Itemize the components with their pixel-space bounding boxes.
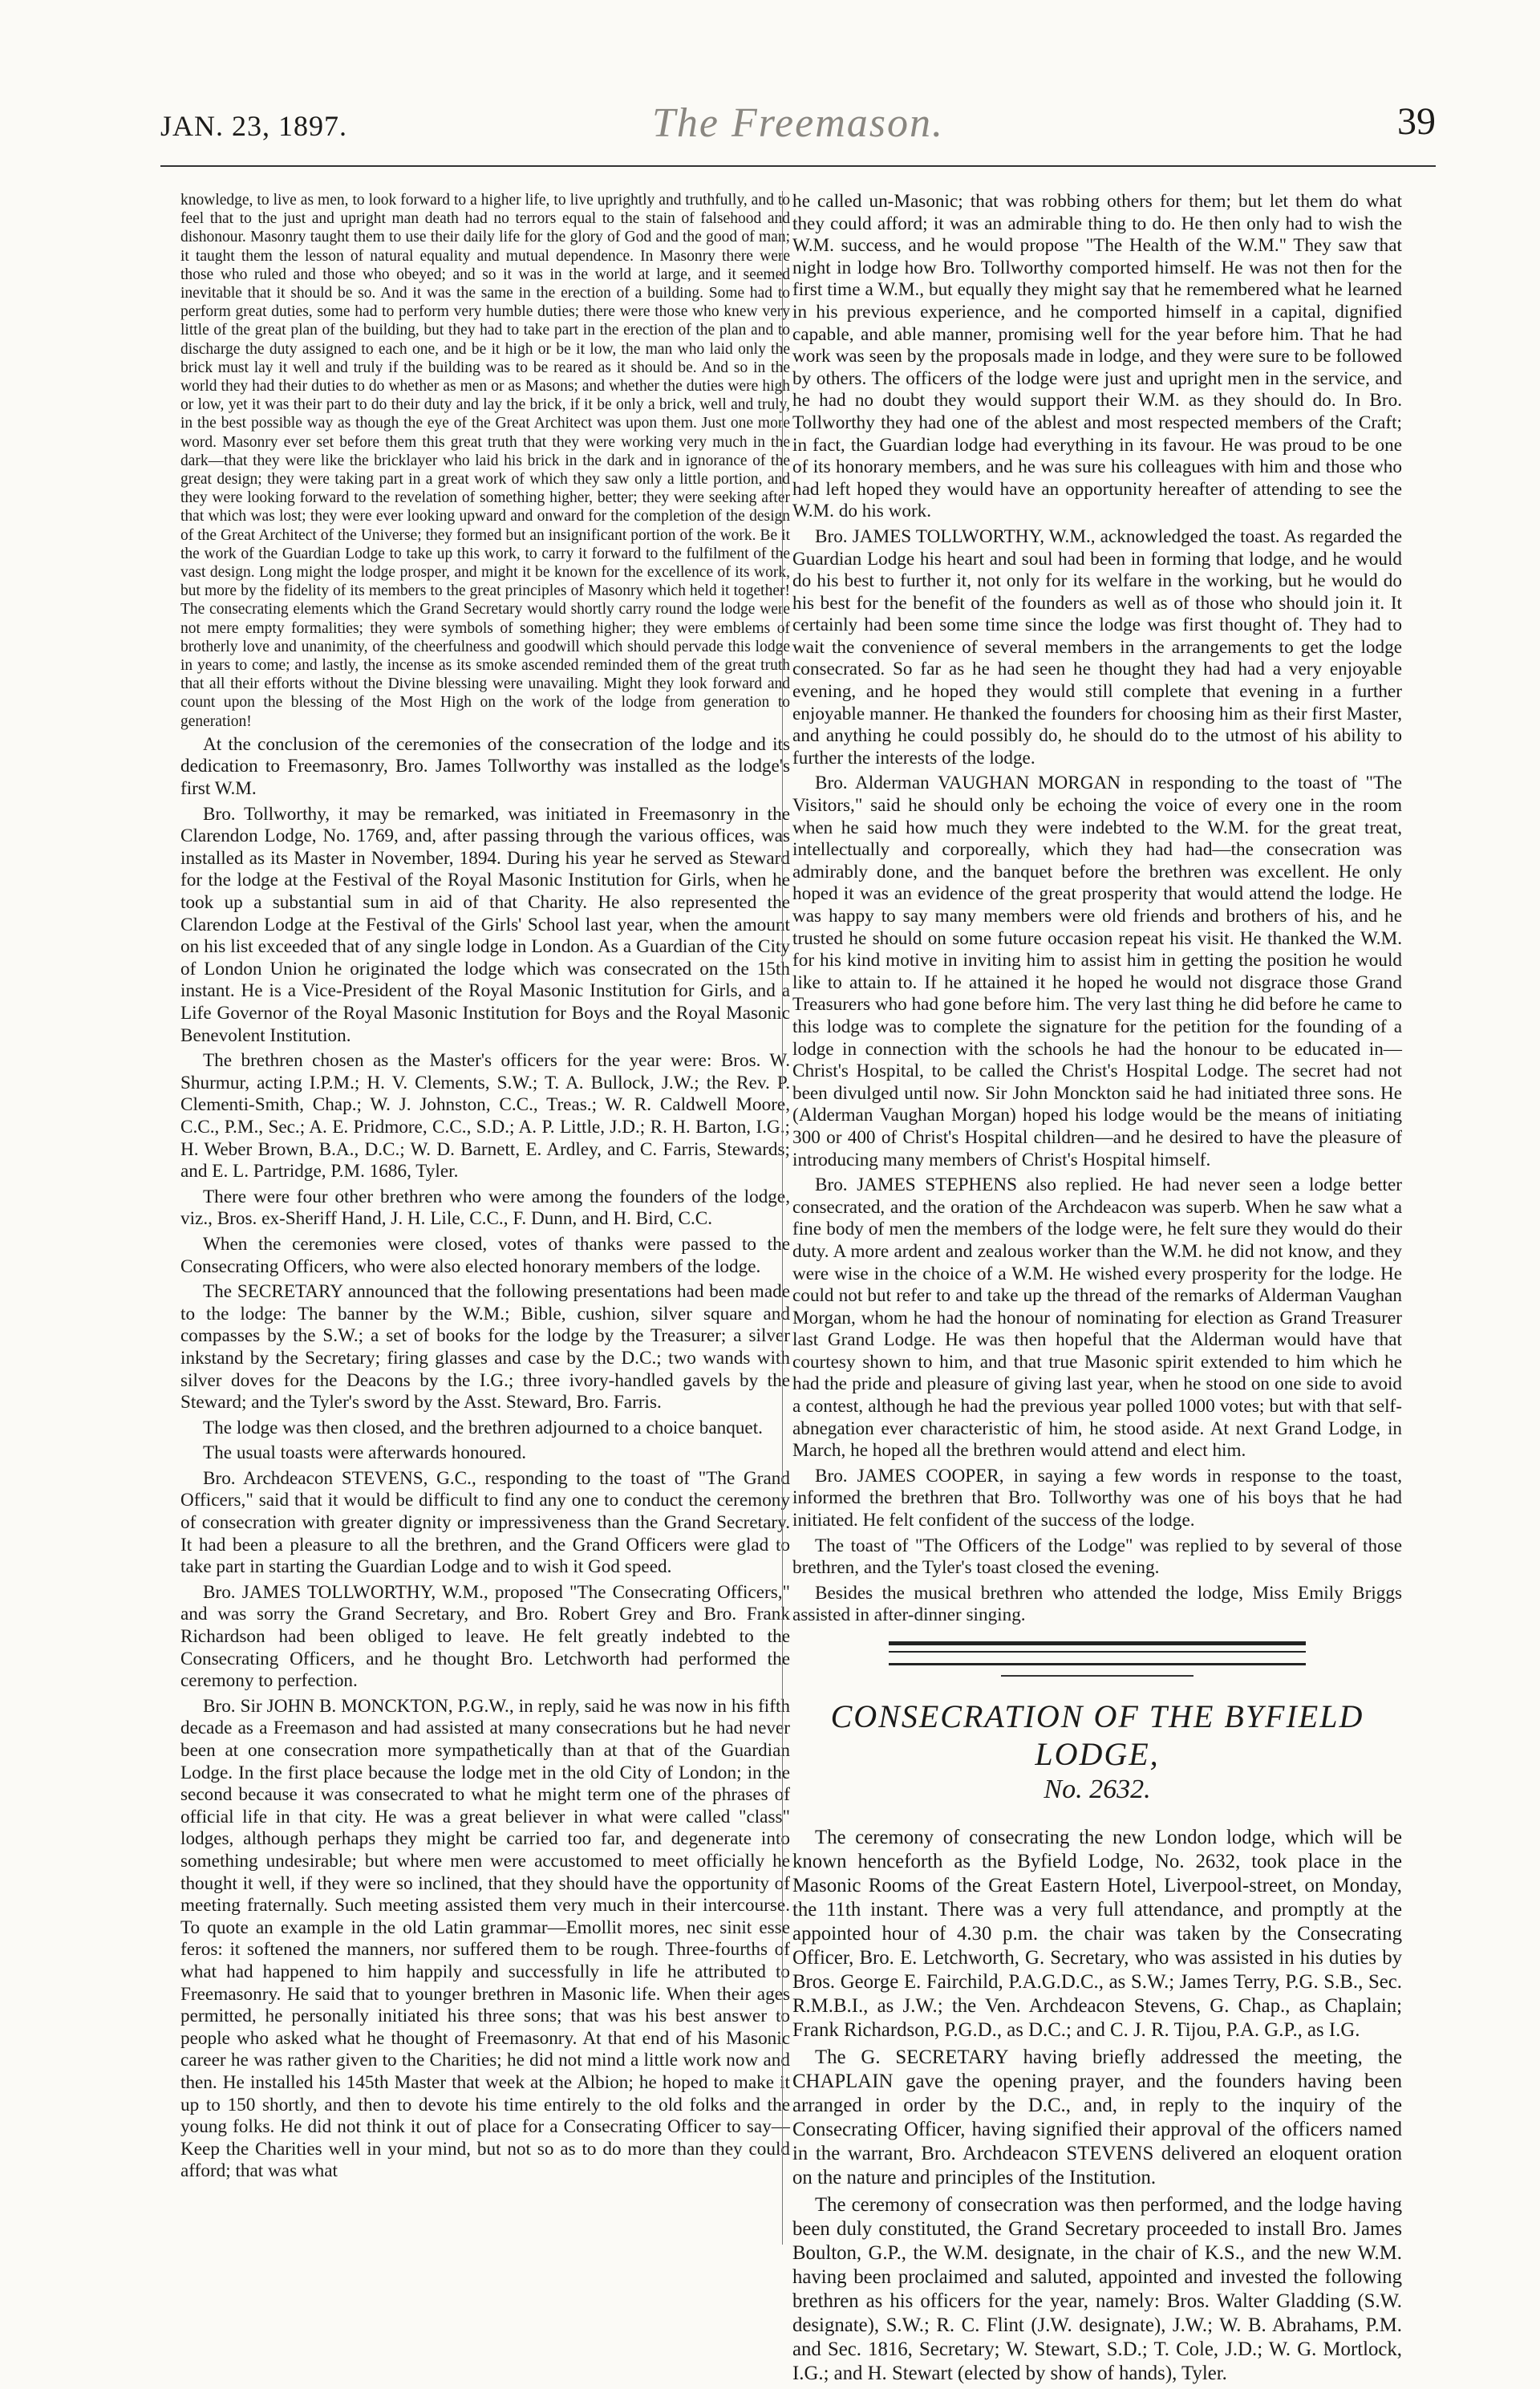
paragraph: Bro. JAMES STEPHENS also replied. He had never seen a lodge better consecrated, and the oration of the Archdeacon was superb. When he saw what a fine body of men the members of the lodge were, he felt sure they would do their duty. A more ardent and zealous worker than the W.M. he did not know, and they were wise in the choice of a W.M. He wished every prosperity for the lodge. He could not but refer to and take up the thread of the remarks of Alderman Vaughan Morgan, whom he had the honour of nominating for election as Grand Treasurer last Grand Lodge. He was then hopeful that the Alderman would have that courtesy shown to him, and that true Masonic spirit extended to him which he had the pride and pleasure of giving last year, when he stood on one side to avoid a contest, although he had the previous year polled 1000 votes; but with that self-abnegation ever characteristic of him, he stood aside. At next Grand Lodge, in March, he hoped all the brethren would attend and elect him.: [792, 1174, 1402, 1462]
paragraph: The SECRETARY announced that the following presentations had been made to the lodge: The banner by the W.M.; Bible, cushion, silver square and compasses by the S.W.; a set of books for the lodge by the Treasurer; a silver inkstand by the Secretary; firing glasses and case by the D.C.; two wands with silver doves for the Deacons by the I.G.; three ivory-handled gavels by the Steward; and the Tyler's sword by the Asst. Steward, Bro. Farris.: [180, 1281, 790, 1414]
issue-date: JAN. 23, 1897.: [160, 110, 348, 142]
paragraph: The lodge was then closed, and the brethren adjourned to a choice banquet.: [203, 1417, 763, 1438]
paragraph: Bro. JAMES TOLLWORTHY, W.M., acknowledged the toast. As regarded the Guardian Lodge his heart and soul had been in forming that lodge, and he would do his best to further it, not only for its welfare in the working, but he would do his best for the benefit of the founders as well as of those who should join it. It certainly had been some time since the lodge was first thought of. They had to wait the convenience of several members in the arrangements to get the lodge consecrated. So far as he had seen he thought they had had a very enjoyable evening, and he hoped they would still complete that evening in a further enjoyable manner. He thanked the founders for choosing him as their first Master, and anything he could possibly do, he should do to the utmost of his ability to further the interests of the lodge.: [792, 525, 1402, 769]
section-body: [792, 1826, 1402, 2386]
page-number: 39: [1397, 100, 1436, 143]
page-header: [160, 99, 1436, 164]
section-title: CONSECRATION OF THE BYFIELD LODGE,: [830, 1698, 1364, 1772]
paragraph: The usual toasts were afterwards honoured.: [203, 1442, 527, 1464]
paragraph: The ceremony of consecrating the new London lodge, which will be known henceforth as the Byfield Lodge, No. 2632, took place in the Masonic Rooms of the Great Eastern Hotel, Liverpool-street, on Monday, the 11th instant. There was a very full attendance, and promptly at the appointed hour of 4.30 p.m. the chair was taken by the Consecrating Officer, Bro. E. Letchworth, G. Secretary, who was assisted in his duties by Bros. George E. Fairchild, P.A.G.D.C., as S.W.; James Terry, P.G. S.B., Sec. R.M.B.I., as J.W.; the Ven. Archdeacon Stevens, G. Chap., as Chaplain; Frank Richardson, P.G.D., as D.C.; and C. J. R. Tijou, P.A. G.P., as I.G.: [792, 1827, 1402, 2041]
paragraph: Bro. Alderman VAUGHAN MORGAN in responding to the toast of "The Visitors," said he should only be echoing the voice of every one in the room when he said how much they were indebted to the W.M. for the great treat, intellectually and corporeally, which they had had—the consecration was admirably done, and the banquet before the brethren was excellent. He only hoped it was an evidence of the great prosperity that would attend the lodge. He was happy to say many members were old friends and brothers of his, and he trusted he should on some future occasion repeat his visit. He thanked the W.M. for his kind motive in inviting him to assist him in getting the position he would like to attain to. If he attained it he hoped he would not disgrace those Grand Treasurers who had gone before him. The very last thing he did before he came to this lodge was to complete the signature for the petition for the founding of a lodge in connection with the schools he had the honour to be educated in—Christ's Hospital, to be called the Christ's Hospital Lodge. The secret had not been divulged until now. Sir John Monckton said he had initiated three sons. He (Alderman Vaughan Morgan) hoped his lodge would be the means of initiating 300 or 400 of Christ's Hospital children—and he desired to have the pleasure of introducing many members of Christ's Hospital himself.: [792, 773, 1402, 1170]
left-column: [180, 191, 790, 2186]
paragraph: Bro. Sir JOHN B. MONCKTON, P.G.W., in reply, said he was now in his fifth decade as a Freemason and had assisted at many consecrations but he had never been at one consecration more sympathetically than at that of the Guardian Lodge. In the first place because the lodge met in the old City of London; in the second because it was consecrated to what he might term one of the phrases of official life in that city. He was a great believer in what were called "class" lodges, although perhaps they might be carried too far, and degenerate into something undesirable; but where men were accustomed to meet officially he thought it well, if they were so inclined, that they should have the opportunity of meeting fraternally. Such meeting assisted them very much in their intercourse. To quote an example in the old Latin grammar—Emollit mores, nec sinit esse feros: it softened the manners, nor suffered them to be rough. Three-fourths of what had happened to him happily and successfully in life he attributed to Freemasonry. He said that to younger brethren in Masonic life. When their ages permitted, he personally initiated his three sons; that was his best answer to people who asked what he thought of Freemasonry. At that end of his Masonic career he was rather given to the Charities; he did not mind a little work now and then. He installed his 145th Master that week at the Albion; he hoped to make it up to 150 shortly, and then to devote his time entirely to the old folks and the young folks. He did not think it out of place for a Consecrating Officer to say—Keep the Charities well in your mind, but not so as to do more than they could afford; that was what: [180, 1695, 790, 2182]
paragraph: Bro. Tollworthy, it may be remarked, was initiated in Freemasonry in the Clarendon Lodge, No. 1769, and, after passing through the various offices, was installed as its Master in November, 1894. During his year he served as Steward for the lodge at the Festival of the Royal Masonic Institution for Girls, when he took up a substantial sum in aid of that Charity. He also represented the Clarendon Lodge at the Festival of the Girls' School last year, when the amount on his list exceeded that of any single lodge in London. As a Guardian of the City of London Union he originated the lodge which was consecrated on the 15th instant. He is a Vice-President of the Royal Masonic Institution for Girls, and a Life Governor of the Royal Masonic Institution for Boys and the Royal Masonic Benevolent Institution.: [180, 803, 790, 1046]
paragraph: When the ceremonies were closed, votes of thanks were passed to the Consecrating Officers, who were also elected honorary members of the lodge.: [180, 1233, 790, 1277]
right-column: [792, 191, 1402, 2389]
paragraph: Bro. Archdeacon STEVENS, G.C., responding to the toast of "The Grand Officers," said that it would be difficult to find any one to conduct the ceremony of consecration with greater dignity or impressiveness than the Grand Secretary. It had been a pleasure to all the brethren, and the Grand Officers were glad to take part in starting the Guardian Lodge and to wish it God speed.: [180, 1467, 790, 1578]
paragraph: knowledge, to live as men, to look forward to a higher life, to live uprightly and truthfully, and to feel that to the just and upright man death had no terrors equal to the stain of falsehood and dishonour. Masonry taught them to use their daily life for the glory of God and the good of man; it taught them the lesson of natural equality and mutual dependence. In Masonry there were those who ruled and those who obeyed; and so it was in the world at large, and it seemed inevitable that it should be so. And it was the same in the erection of a building. Some had to perform great duties, some had to perform very humble duties; there were those who knew very little of the great plan of the building, but they had to take part in the erection of the plan and to discharge the duty assigned to each one, and be it high or be it low, the man who laid only the brick must lay it well and truly if the building was to be reared as it should be. And so in the world they had their duties to do whether as men or as Masons; and whether the duties were high or low, yet it was their part to do their duty and lay the brick, if it be only a brick, well and truly, in the best possible way as though the eye of the Great Architect was upon them. Just one more word. Masonry ever set before them this great truth that they were working very much in the dark—that they were like the bricklayer who laid his brick in the dark and in ignorance of the great design; they were taking part in a great work of which they saw only a little portion, and they were looking forward to the revelation of something higher, better; they were seeking after that which was lost; they were ever looking upward and onward for the completion of the design of the Great Architect of the Universe; they formed but an insignificant portion of the work. Be it the work of the Guardian Lodge to take up this work, to carry it forward to the fulfilment of the vast design. Long might the lodge prosper, and might it be known for the excellence of its work, but more by the fidelity of its members to the great principles of Masonry which held it together! The consecrating elements which the Grand Secretary would shortly carry round the lodge were not mere empty formalities; they were symbols of something higher; they were emblems of brotherly love and unanimity, of the cheerfulness and goodwill which should pervade this lodge in years to come; and lastly, the incense as its smoke ascended reminded them of the great truth that all their efforts without the Divine blessing were unavailing. Might they look forward and count upon the blessing of the Most High on the work of the lodge from generation to generation!: [180, 192, 790, 730]
paragraph: he called un-Masonic; that was robbing others for them; but let them do what they could afford; it was an admirable thing to do. He then only had to wish the W.M. success, and he would propose "The Health of the W.M." They saw that night in lodge how Bro. Tollworthy comported himself. He was not then for the first time a W.M., but equally they might say that he remembered what he learned in his previous experience, and he comported himself in a capital, dignified capable, and able manner, promising well for the year before him. That he had work was seen by the proposals made in lodge, and they were sure to be followed by others. The officers of the lodge were just and upright men in the service, and he had no doubt they would support their W.M. as they should do. In Bro. Tollworthy they had one of the ablest and most respected members of the Craft; in fact, the Guardian lodge had everything in its favour. He was proud to be one of its honorary members, and he was sure his colleagues with him and those who had left hoped they would have an opportunity hereafter of attending to see the W.M. do his work.: [792, 191, 1402, 522]
paragraph: Bro. JAMES COOPER, in saying a few words in response to the toast, informed the brethren that Bro. Tollworthy was one of his boys that he had initiated. He felt confident of the success of the lodge.: [792, 1465, 1402, 1531]
section-subtitle: No. 2632.: [1044, 1775, 1151, 1804]
header-rule: [160, 165, 1436, 167]
section-separator: [889, 1641, 1306, 1665]
short-rule: [1001, 1675, 1194, 1677]
paragraph: The toast of "The Officers of the Lodge" was replied to by several of those brethren, and the Tyler's toast closed the evening.: [792, 1535, 1402, 1579]
paragraph: The brethren chosen as the Master's officers for the year were: Bros. W. Shurmur, acting I.P.M.; H. V. Clements, S.W.; T. A. Bullock, J.W.; the Rev. P. Clementi-Smith, Chap.; W. J. Johnston, C.C., Treas.; W. R. Caldwell Moore, C.C., P.M., Sec.; A. E. Pridmore, C.C., S.D.; A. P. Little, J.D.; R. H. Barton, I.G.; H. Weber Brown, B.A., D.C.; W. D. Barnett, E. Ardley, and C. Farris, Stewards; and E. L. Partridge, P.M. 1686, Tyler.: [180, 1050, 790, 1182]
paragraph: Besides the musical brethren who attended the lodge, Miss Emily Briggs assisted in after-dinner singing.: [792, 1582, 1402, 1626]
paragraph: At the conclusion of the ceremonies of the consecration of the lodge and its dedication to Freemasonry, Bro. James Tollworthy was installed as the lodge's first W.M.: [180, 733, 790, 800]
masthead-title: The Freemason.: [651, 100, 945, 146]
column-divider: [782, 191, 783, 2245]
paragraph: There were four other brethren who were among the founders of the lodge, viz., Bros. ex-Sheriff Hand, J. H. Lile, C.C., F. Dunn, and H. Bird, C.C.: [180, 1186, 790, 1230]
paragraph: The ceremony of consecration was then performed, and the lodge having been duly constituted, the Grand Secretary proceeded to install Bro. James Boulton, G.P., the W.M. designate, in the chair of K.S., and the new W.M. having been proclaimed and saluted, appointed and invested the following brethren as his officers for the year, namely: Bros. Walter Gladding (S.W. designate), S.W.; R. C. Flint (J.W. designate), J.W.; W. B. Abrahams, P.M. and Sec. 1816, Secretary; W. Stewart, S.D.; T. Cole, J.D.; W. G. Mortlock, I.G.; and H. Stewart (elected by show of hands), Tyler.: [792, 2194, 1402, 2384]
paragraph: Bro. JAMES TOLLWORTHY, W.M., proposed "The Consecrating Officers," and was sorry the Grand Secretary, and Bro. Robert Grey and Bro. Frank Richardson had been obliged to leave. He felt greatly indebted to the Consecrating Officers, and he thought Bro. Letchworth had performed the ceremony to perfection.: [180, 1581, 790, 1692]
paragraph: The G. SECRETARY having briefly addressed the meeting, the CHAPLAIN gave the opening prayer, and the founders having been arranged in order by the D.C., and, in reply to the inquiry of the Consecrating Officer, having signified their approval of the officers named in the warrant, Bro. Archdeacon STEVENS delivered an eloquent oration on the nature and principles of the Institution.: [792, 2046, 1402, 2188]
